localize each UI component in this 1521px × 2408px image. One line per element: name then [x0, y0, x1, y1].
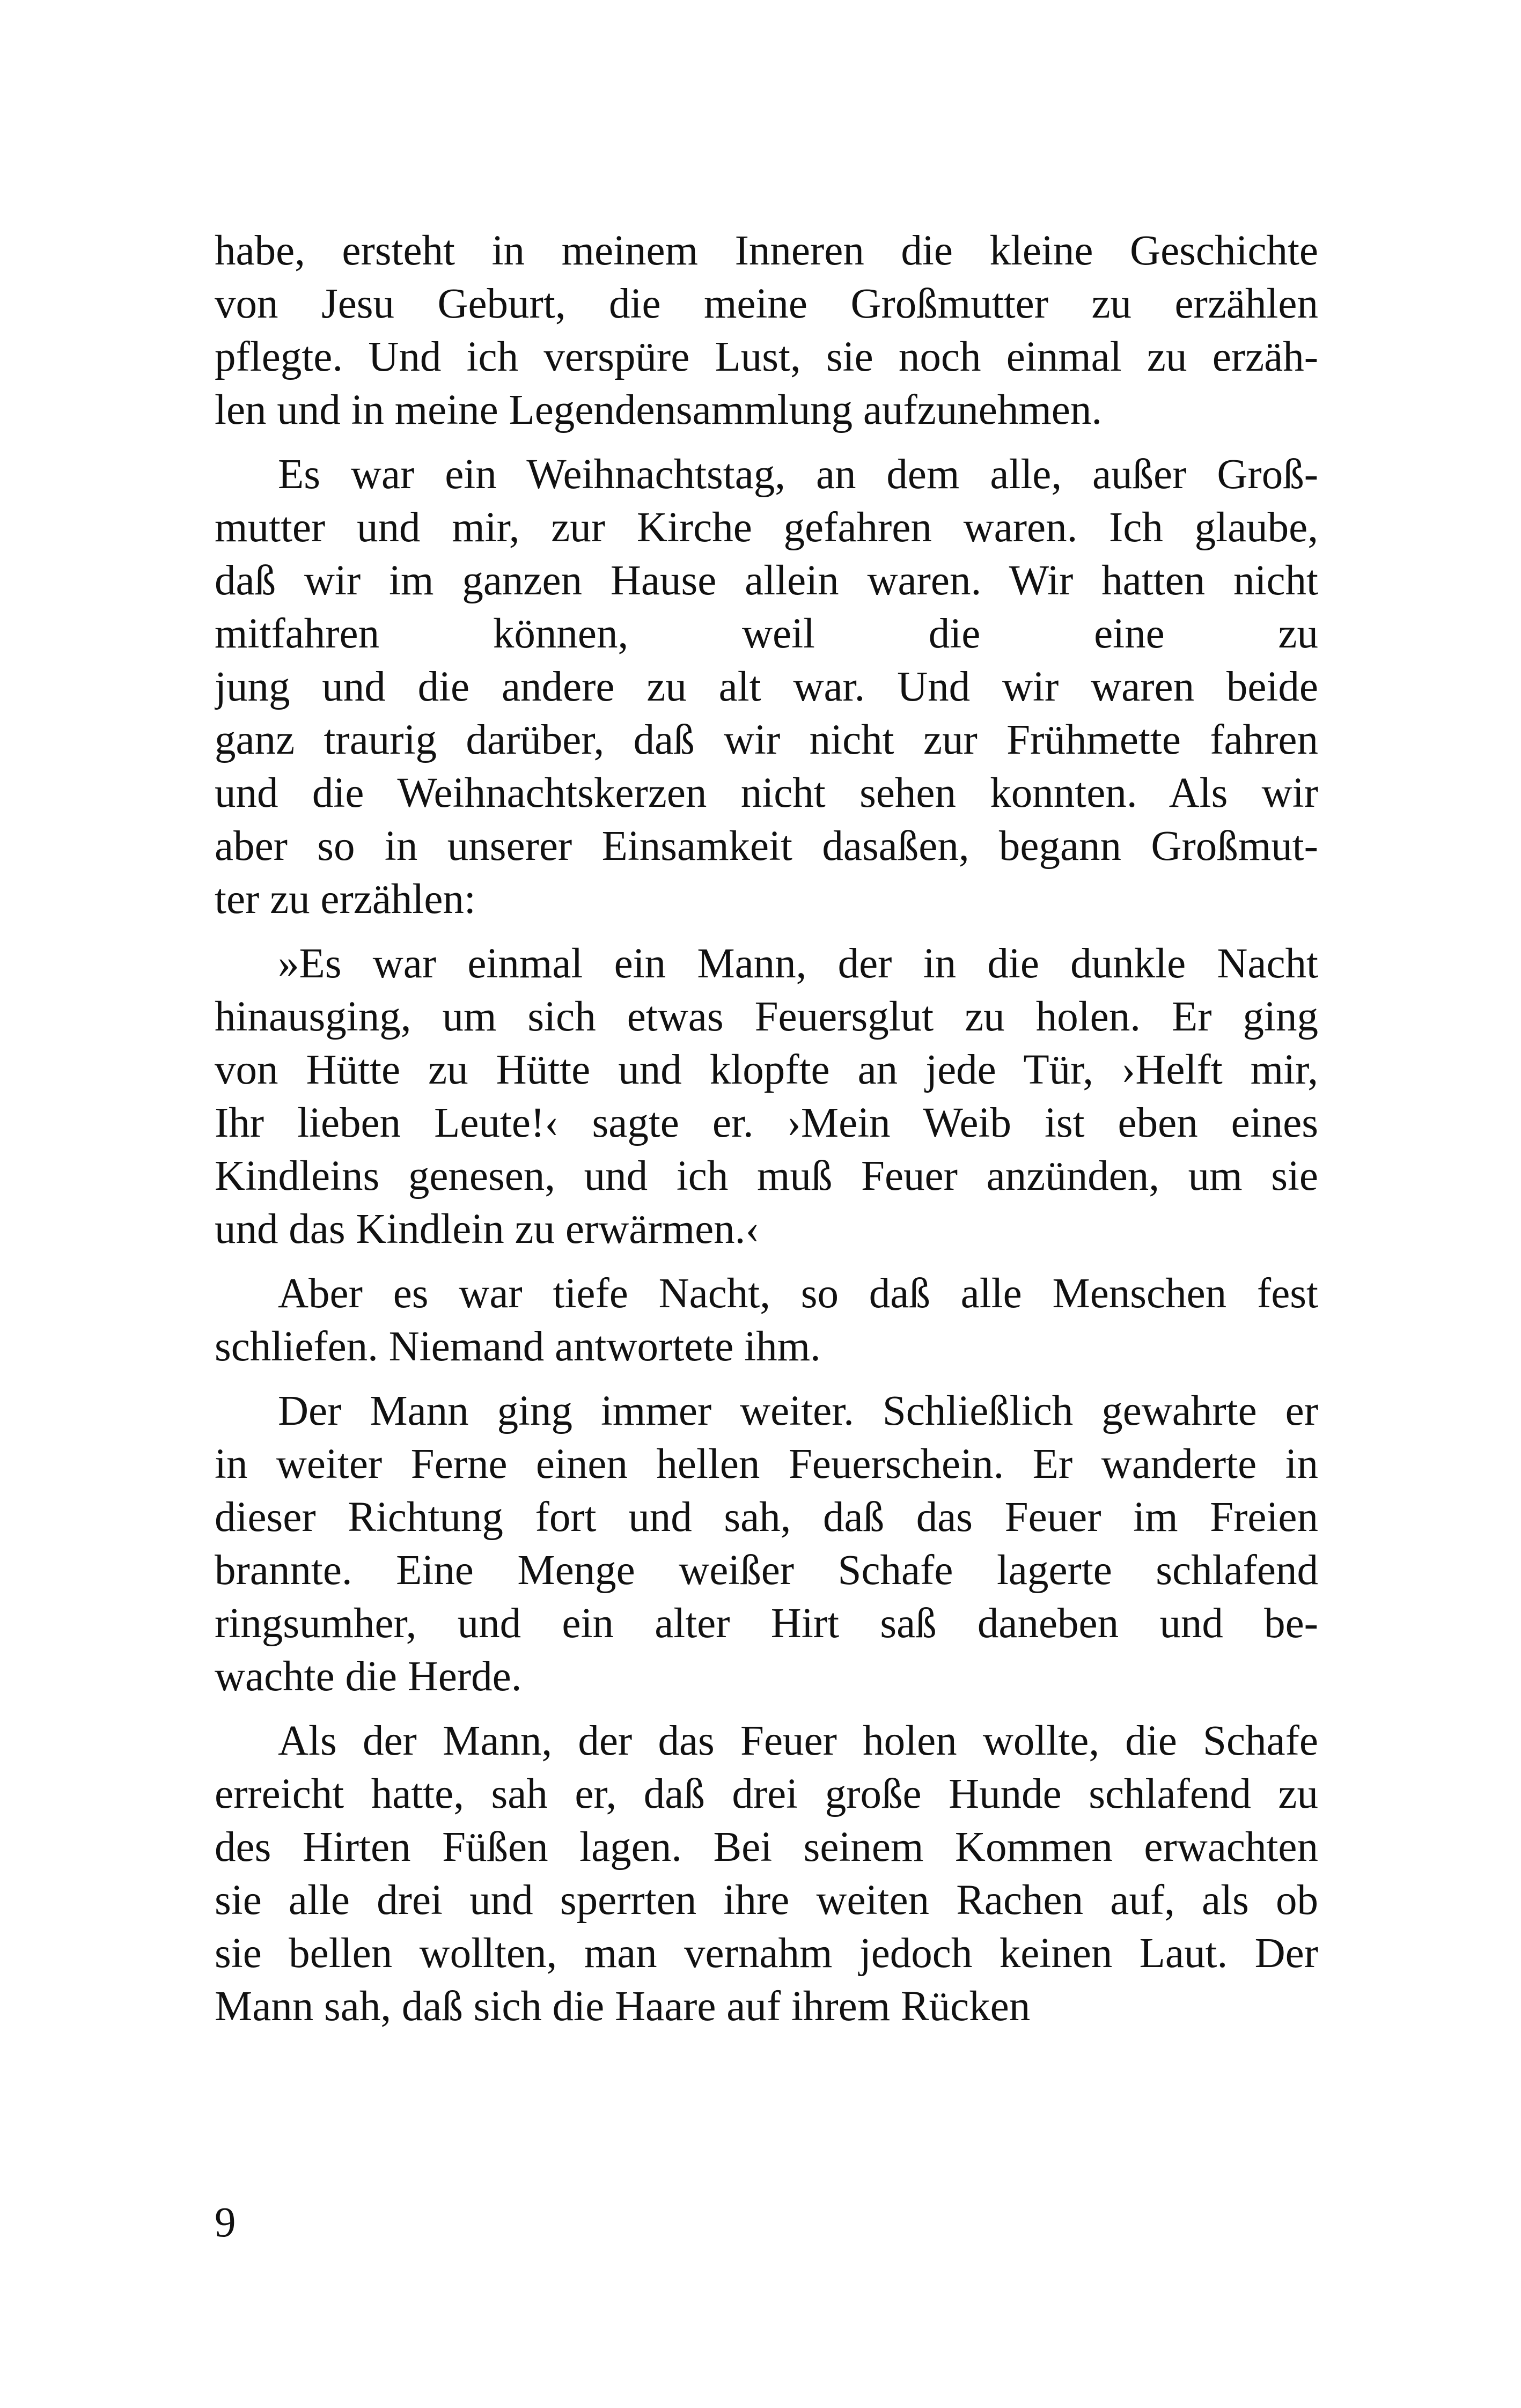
text-line: erreicht hatte, sah er, daß drei große Hunde schlafend zu [215, 1771, 1318, 1817]
text-line: des Hirten Füßen lagen. Bei seinem Kommen erwachten [215, 1824, 1318, 1871]
text-line: Der Mann ging immer weiter. Schließlich gewahrte er [278, 1388, 1318, 1434]
paragraph [215, 448, 1318, 926]
text-line: dieser Richtung fort und sah, daß das Feuer im Freien [215, 1494, 1318, 1541]
text-line: Kindleins genesen, und ich muß Feuer anzünden, um sie [215, 1153, 1318, 1199]
text-line: pflegte. Und ich verspüre Lust, sie noch einmal zu erzäh- [215, 334, 1318, 380]
text-line: len und in meine Legendensammlung aufzunehmen. [215, 387, 1103, 433]
text-line: habe, ersteht in meinem Inneren die kleine Geschichte [215, 227, 1318, 274]
text-line: brannte. Eine Menge weißer Schafe lagerte schlafend [215, 1547, 1318, 1594]
paragraph [215, 224, 1318, 437]
paragraph [215, 1267, 1318, 1373]
text-line: Es war ein Weihnachtstag, an dem alle, außer Groß- [278, 451, 1318, 498]
text-line: von Hütte zu Hütte und klopfte an jede Tür, ›Helft mir, [215, 1047, 1318, 1093]
text-line: ter zu erzählen: [215, 876, 476, 923]
text-line: sie alle drei und sperrten ihre weiten Rachen auf, als ob [215, 1877, 1318, 1924]
text-line: hinausging, um sich etwas Feuersglut zu holen. Er ging [215, 993, 1318, 1040]
text-line: ganz traurig darüber, daß wir nicht zur Frühmette fahren [215, 717, 1318, 763]
text-line: Aber es war tiefe Nacht, so daß alle Menschen fest [278, 1270, 1318, 1317]
book-page-text [215, 224, 1318, 2033]
text-line: sie bellen wollten, man vernahm jedoch keinen Laut. Der [215, 1930, 1318, 1977]
text-line: in weiter Ferne einen hellen Feuerschein. Er wanderte in [215, 1441, 1318, 1487]
text-line: und das Kindlein zu erwärmen.‹ [215, 1206, 760, 1253]
page-number: 9 [215, 2199, 236, 2246]
text-line: aber so in unserer Einsamkeit dasaßen, begann Großmut- [215, 823, 1318, 870]
text-line: ringsumher, und ein alter Hirt saß daneben und be- [215, 1600, 1318, 1647]
text-line: und die Weihnachtskerzen nicht sehen konnten. Als wir [215, 770, 1318, 816]
text-line: daß wir im ganzen Hause allein waren. Wir hatten nicht [215, 557, 1318, 604]
text-line: wachte die Herde. [215, 1653, 522, 1700]
text-line: von Jesu Geburt, die meine Großmutter zu erzählen [215, 281, 1318, 327]
paragraph [215, 937, 1318, 1256]
text-line: jung und die andere zu alt war. Und wir waren beide [215, 664, 1318, 710]
text-line: Ihr lieben Leute!‹ sagte er. ›Mein Weib ist eben eines [215, 1100, 1318, 1146]
text-line: mutter und mir, zur Kirche gefahren waren. Ich glaube, [215, 504, 1318, 551]
paragraph [215, 1714, 1318, 2033]
text-line: schliefen. Niemand antwortete ihm. [215, 1323, 821, 1370]
paragraph [215, 1385, 1318, 1703]
text-line: Mann sah, daß sich die Haare auf ihrem Rücken [215, 1983, 1031, 2030]
text-line: mitfahren können, weil die eine zu [215, 610, 1318, 657]
text-line: »Es war einmal ein Mann, der in die dunkle Nacht [278, 940, 1318, 987]
text-line: Als der Mann, der das Feuer holen wollte, die Schafe [278, 1718, 1318, 1764]
